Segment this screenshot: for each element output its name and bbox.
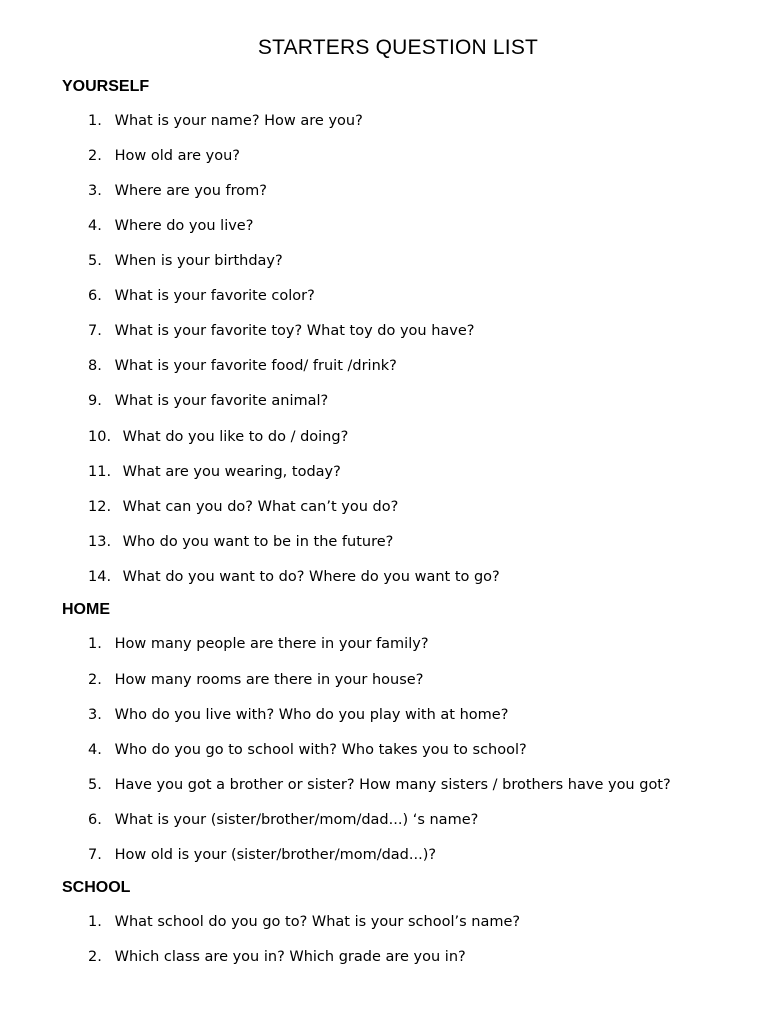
question-item	[88, 633, 429, 655]
question-item	[88, 355, 397, 377]
question-item	[88, 669, 423, 691]
question-item	[88, 180, 267, 202]
question-number: 1.	[88, 113, 102, 129]
question-text: How many rooms are there in your house?	[114, 672, 424, 688]
question-number: 1.	[88, 636, 102, 652]
question-number: 1.	[88, 914, 102, 930]
question-number: 2.	[88, 148, 102, 164]
question-item	[88, 566, 500, 588]
section-heading-home: HOME	[62, 601, 110, 618]
question-text: What is your name? How are you?	[114, 113, 363, 129]
question-number: 2.	[88, 949, 102, 965]
question-number: 4.	[88, 218, 102, 234]
question-item	[88, 844, 436, 866]
question-text: Where are you from?	[114, 183, 267, 199]
question-number: 6.	[88, 288, 102, 304]
question-text: What is your favorite color?	[114, 288, 315, 304]
question-number: 13.	[88, 534, 112, 550]
question-text: What is your favorite food/ fruit /drink?	[114, 358, 397, 374]
question-text: Where do you live?	[114, 218, 254, 234]
question-text: How old is your (sister/brother/mom/dad...)?	[114, 847, 437, 863]
question-number: 5.	[88, 253, 102, 269]
page-title: STARTERS QUESTION LIST	[257, 36, 539, 59]
question-item	[88, 704, 508, 726]
question-number: 2.	[88, 672, 102, 688]
question-item	[88, 320, 474, 342]
question-item	[88, 774, 671, 796]
question-item	[88, 739, 527, 761]
question-text: Who do you live with? Who do you play with at home?	[114, 707, 509, 723]
question-text: What is your favorite toy? What toy do you have?	[114, 323, 475, 339]
question-item	[88, 250, 283, 272]
question-text: What are you wearing, today?	[122, 464, 341, 480]
question-item	[88, 461, 341, 483]
question-text: How many people are there in your family?	[114, 636, 429, 652]
question-text: What is your (sister/brother/mom/dad...) ‘s name?	[114, 812, 479, 828]
section-heading-yourself: YOURSELF	[62, 78, 150, 95]
question-number: 7.	[88, 323, 102, 339]
question-text: How old are you?	[114, 148, 240, 164]
question-text: What do you want to do? Where do you want to go?	[122, 569, 500, 585]
question-item	[88, 809, 478, 831]
question-text: Who do you go to school with? Who takes you to school?	[114, 742, 527, 758]
question-text: Who do you want to be in the future?	[122, 534, 394, 550]
question-number: 14.	[88, 569, 112, 585]
question-number: 9.	[88, 393, 102, 409]
question-number: 12.	[88, 499, 112, 515]
question-text: What school do you go to? What is your school’s name?	[114, 914, 521, 930]
question-text: What can you do? What can’t you do?	[122, 499, 399, 515]
question-number: 11.	[88, 464, 112, 480]
question-text: Which class are you in? Which grade are you in?	[114, 949, 466, 965]
question-number: 3.	[88, 707, 102, 723]
question-item	[88, 531, 393, 553]
question-item	[88, 496, 398, 518]
question-number: 10.	[88, 429, 112, 445]
section-heading-school: SCHOOL	[62, 879, 131, 896]
question-item	[88, 215, 253, 237]
question-number: 5.	[88, 777, 102, 793]
question-item	[88, 911, 520, 933]
question-item	[88, 426, 348, 448]
question-text: Have you got a brother or sister? How many sisters / brothers have you got?	[114, 777, 671, 793]
question-number: 8.	[88, 358, 102, 374]
question-item	[88, 390, 328, 412]
question-item	[88, 946, 466, 968]
question-text: When is your birthday?	[114, 253, 283, 269]
question-text: What is your favorite animal?	[114, 393, 329, 409]
question-number: 7.	[88, 847, 102, 863]
question-item	[88, 145, 240, 167]
question-number: 3.	[88, 183, 102, 199]
question-number: 4.	[88, 742, 102, 758]
question-text: What do you like to do / doing?	[122, 429, 349, 445]
question-number: 6.	[88, 812, 102, 828]
question-item	[88, 110, 363, 132]
question-item	[88, 285, 315, 307]
